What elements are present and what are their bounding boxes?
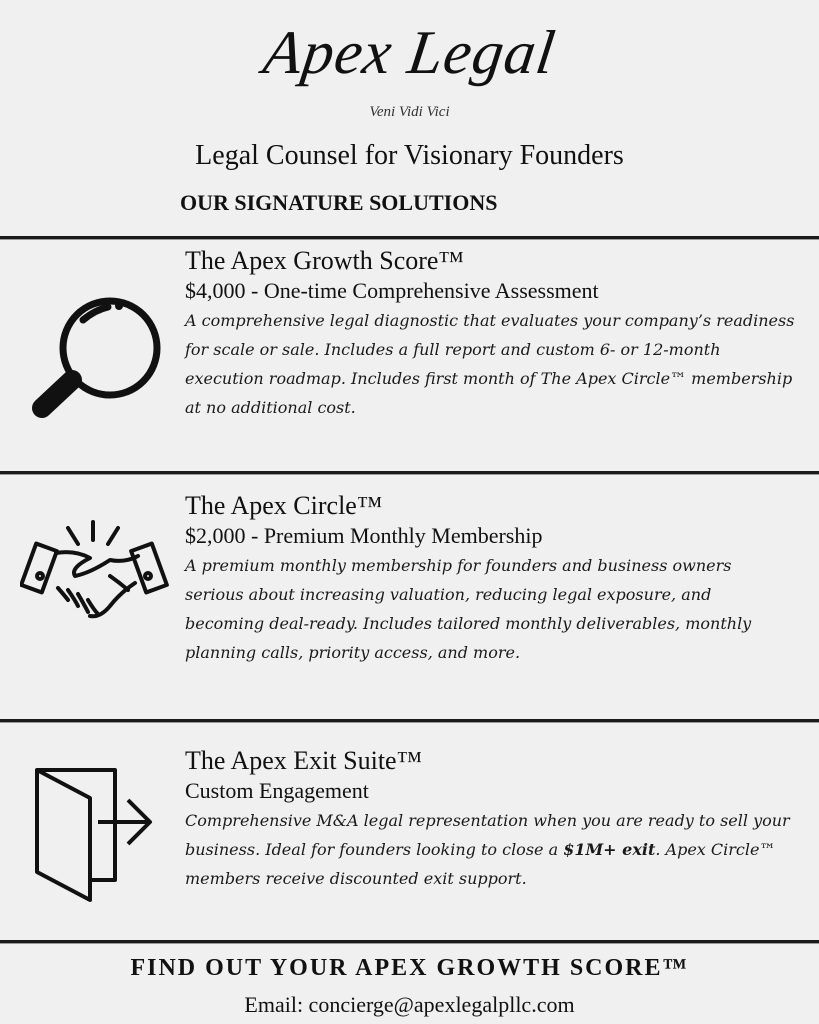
description-bold: $1M+ exit (563, 840, 656, 859)
cta-heading: FIND OUT YOUR APEX GROWTH SCORE™ (130, 955, 689, 981)
tagline: Legal Counsel for Visionary Founders (195, 140, 624, 171)
service-price: $4,000 - One-time Comprehensive Assessment (185, 278, 599, 303)
logo: Apex Legal (259, 19, 560, 87)
divider (0, 719, 819, 722)
magnifying-glass-icon (20, 290, 170, 424)
service-description: A comprehensive legal diagnostic that evaluates your company’s readiness for scale or sale. Includes a full report and custom 6- or 12-month execution roadmap. Includes first month of The Apex Circle™ membership at no additional cost. (185, 311, 795, 417)
description-text: Comprehensive M&A legal representation when you are ready to sell your business. Ideal for founders looking to close a (185, 811, 790, 859)
service-title: The Apex Exit Suite™ (185, 746, 423, 775)
service-description: A premium monthly membership for founders and business owners serious about increasing valuation, reducing legal exposure, and becoming deal-ready. Includes tailored monthly deliverables, monthly planning calls, priority access, and more. (185, 556, 752, 662)
divider (0, 236, 819, 239)
divider (0, 940, 819, 943)
service-title: The Apex Circle™ (185, 491, 383, 520)
contact-email[interactable]: Email: concierge@apexlegalpllc.com (244, 992, 575, 1017)
divider (0, 471, 819, 474)
service-price: Custom Engagement (185, 778, 369, 803)
handshake-icon (20, 518, 170, 637)
service-price: $2,000 - Premium Monthly Membership (185, 523, 543, 548)
exit-door-icon (20, 760, 170, 914)
description-text: . Apex Circle™ members receive discounted exit support. (185, 840, 776, 888)
service-title: The Apex Growth Score™ (185, 246, 464, 275)
section-heading: OUR SIGNATURE SOLUTIONS (180, 190, 498, 215)
service-description (185, 806, 795, 893)
motto: Veni Vidi Vici (369, 104, 450, 120)
